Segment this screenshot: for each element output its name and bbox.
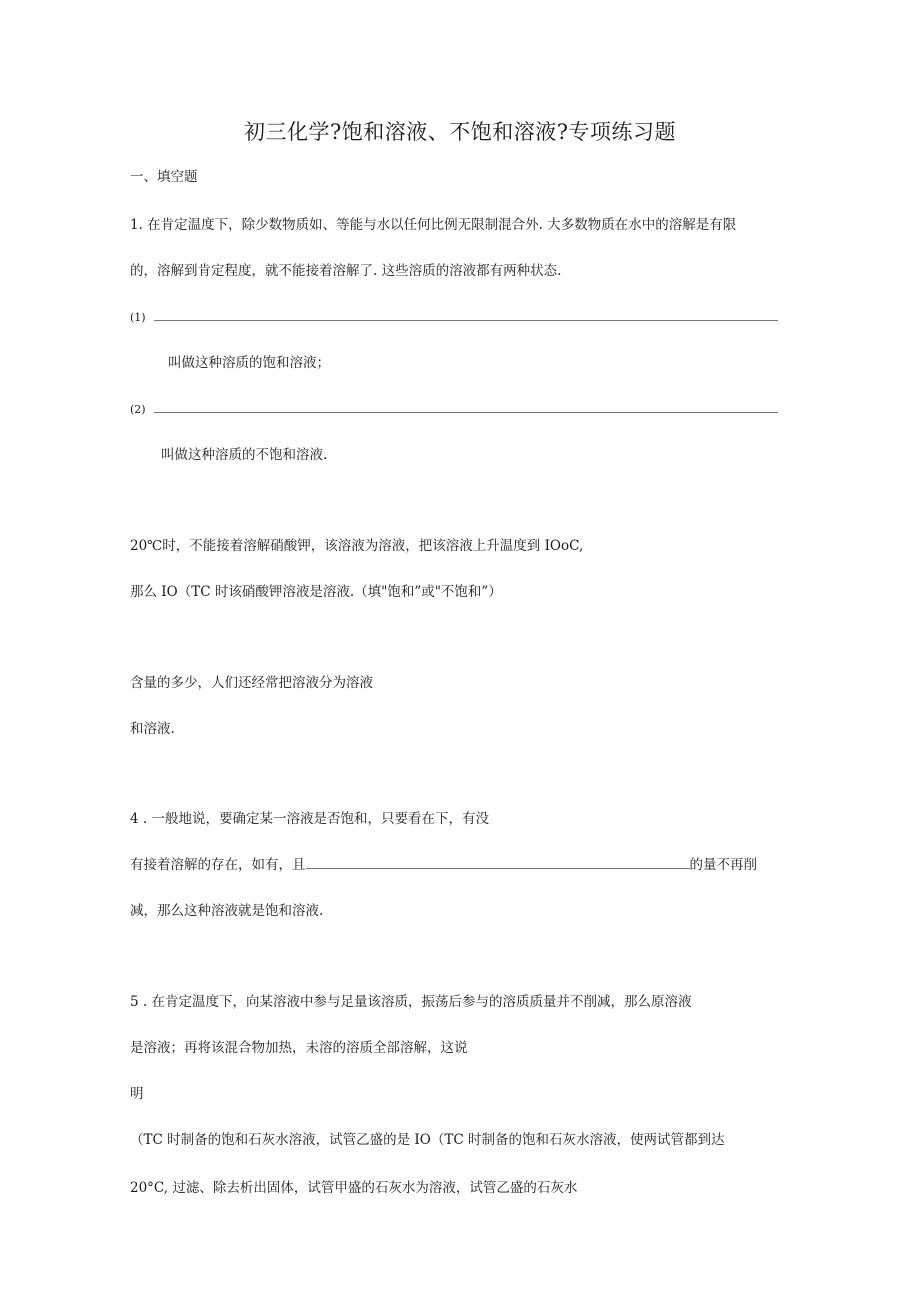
q4-line-2 [130,856,757,874]
q2-line-2: 那么 IO（TC 时该硝酸钾溶液是溶液.（填"饱和”或"不饱和”） [130,584,502,600]
q1-item-2-number: (2) [130,403,146,416]
q1-line-1: 1. 在肯定温度下，除少数物质如、等能与水以任何比例无限制混合外. 大多数物质在水中的溶解是有限 [130,217,737,233]
q1-item-1-blank[interactable] [154,308,778,321]
q1-item-1-number: (1) [130,311,146,324]
q4-line-1: 4 . 一般地说，要确定某一溶液是否饱和，只要看在下，有没 [130,811,489,827]
q1-line-2: 的，溶解到肯定程度，就不能接着溶解了. 这些溶质的溶液都有两种状态. [130,263,562,279]
q1-item-1-text: 叫做这种溶质的饱和溶液； [168,355,330,371]
page-title: 初三化学?饱和溶液、不饱和溶液?专项练习题 [243,120,677,144]
q1-item-2 [130,400,778,419]
q5-line-2: 是溶液；再将该混合物加热，未溶的溶质全部溶解，这说 [130,1040,468,1056]
q1-item-2-text: 叫做这种溶质的不饱和溶液. [161,447,328,463]
q3-line-1: 含量的多少，人们还经常把溶液分为溶液 [130,675,373,691]
section-heading: 一、填空题 [130,169,198,185]
q6-line-2: 20°C, 过滤、除去析出固体，试管甲盛的石灰水为溶液，试管乙盛的石灰水 [130,1180,578,1196]
q2-line-1: 20℃时，不能接着溶解硝酸钾，该溶液为溶液，把该溶液上升温度到 IOoC, [130,538,584,554]
q5-line-3: 明 [130,1086,144,1102]
q6-line-1: （TC 时制备的饱和石灰水溶液，试管乙盛的是 IO（TC 时制备的饱和石灰水溶液，使两试管都到达 [130,1132,725,1148]
q4-blank[interactable] [306,856,690,869]
q3-line-2: 和溶液. [130,721,175,737]
q5-line-1: 5 . 在肯定温度下，向某溶液中参与足量该溶质，振荡后参与的溶质质量并不削减，那么原溶液 [130,994,692,1010]
q1-item-1 [130,308,778,327]
q1-item-2-blank[interactable] [154,400,778,413]
q4-line-3: 减，那么这种溶液就是饱和溶液. [130,903,324,919]
q4-line-2-prefix: 有接着溶解的存在，如有，且 [130,857,306,873]
q4-line-2-suffix: 的量不再削 [689,857,757,873]
